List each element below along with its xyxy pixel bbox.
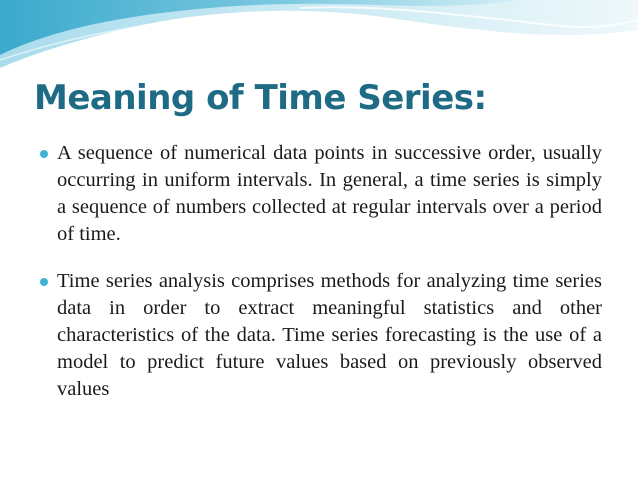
bullet-item [40, 268, 602, 403]
bullet-list [40, 140, 602, 423]
slide-title: Meaning of Time Series: [34, 78, 487, 118]
bullet-text: Time series analysis comprises methods for analyzing time series data in order to extract meaningful statistics and other characteristics of the data. Time series forecasting is the use of a model to predict future values based on previously observed values [57, 270, 602, 400]
bullet-icon [40, 150, 48, 158]
bullet-text: A sequence of numerical data points in successive order, usually occurring in uniform intervals. In general, a time series is simply a sequence of numbers collected at regular intervals over a period of time. [57, 142, 602, 245]
header-wave-decoration [0, 0, 638, 80]
bullet-item [40, 140, 602, 248]
bullet-icon [40, 278, 48, 286]
